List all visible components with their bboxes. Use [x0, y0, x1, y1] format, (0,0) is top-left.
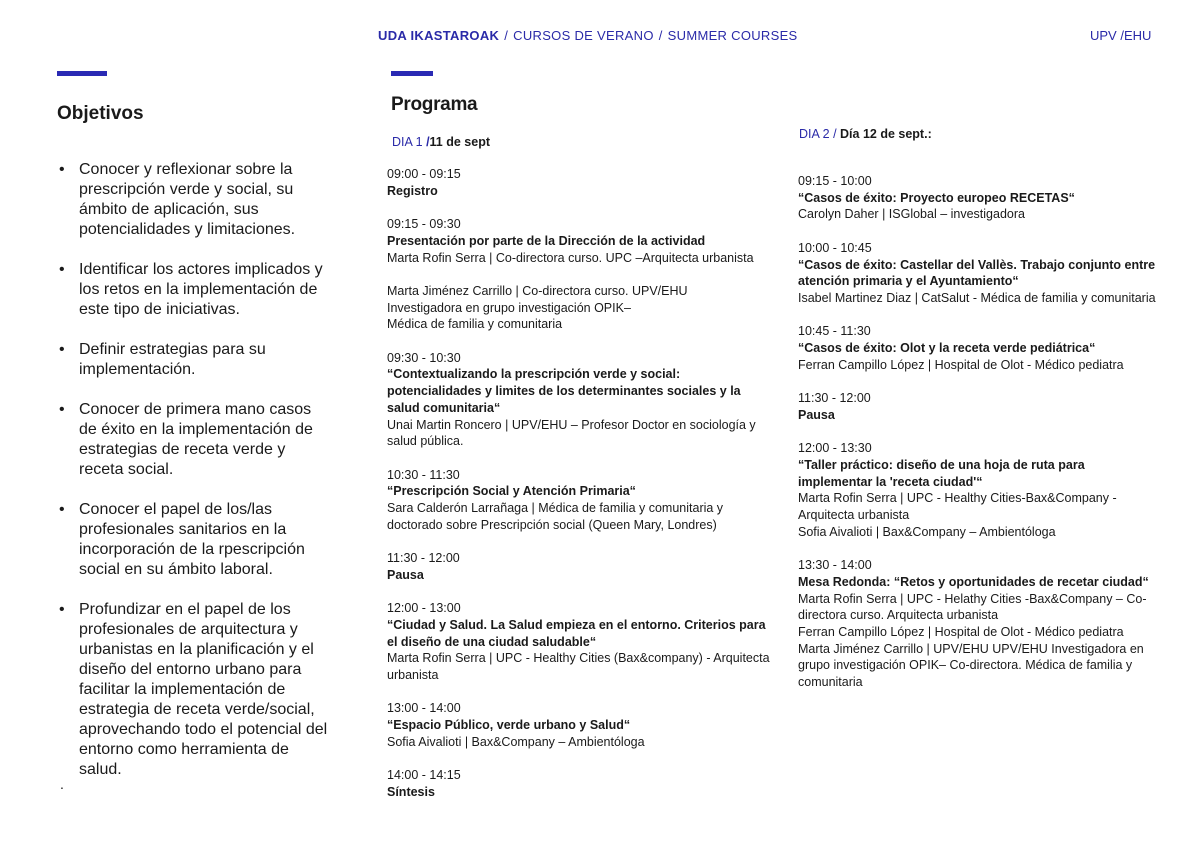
- session-speaker: Sara Calderón Larrañaga | Médica de familia y comunitaria y doctorado sobre Prescripción social (Queen Mary, Londres): [387, 501, 724, 532]
- session-speaker: Carolyn Daher | ISGlobal – investigadora: [798, 207, 1025, 222]
- session-block: [798, 557, 1158, 691]
- session-title: “Casos de éxito: Proyecto europeo RECETAS“: [798, 190, 1075, 205]
- bullet-icon: •: [59, 601, 65, 618]
- session-title: Mesa Redonda: “Retos y oportunidades de recetar ciudad“: [798, 574, 1149, 589]
- session-time: 10:45 - 11:30: [798, 324, 871, 339]
- header-university: UPV /EHU: [1090, 28, 1152, 43]
- objective-item: [57, 500, 332, 580]
- session-speaker: Sofia Aivalioti | Bax&Company – Ambientóloga: [798, 524, 1056, 539]
- header-separator: /: [504, 28, 509, 43]
- session-block: [387, 700, 772, 750]
- session-title: Registro: [387, 183, 438, 198]
- session-speaker: Marta Rofin Serra | UPC - Healthy Cities-Bax&Company - Arquitecta urbanista: [798, 491, 1117, 522]
- session-time: 09:00 - 09:15: [387, 167, 461, 181]
- session-title: “Casos de éxito: Castellar del Vallès. Trabajo conjunto entre atención primaria y el Ayuntamiento“: [798, 257, 1156, 289]
- day2-date: Día 12 de sept.:: [840, 127, 932, 141]
- header-courses-es: CURSOS DE VERANO: [513, 28, 654, 43]
- session-time: 09:30 - 10:30: [387, 350, 461, 365]
- header-courses-en: SUMMER COURSES: [667, 28, 798, 43]
- session-time: 12:00 - 13:30: [798, 441, 872, 456]
- session-time: 11:30 - 12:00: [387, 551, 460, 566]
- session-speaker: Médica de familia y comunitaria: [387, 317, 563, 332]
- session-speaker: Ferran Campillo López | Hospital de Olot - Médico pediatra: [798, 357, 1124, 372]
- session-block: [387, 600, 772, 684]
- objective-text: Conocer de primera mano casos de éxito en la implementación de estrategias de receta verde y receta social.: [79, 401, 313, 478]
- day1-schedule: [387, 166, 772, 817]
- session-block: [387, 283, 772, 333]
- bullet-icon: •: [59, 161, 65, 178]
- session-time: 13:30 - 14:00: [798, 558, 872, 573]
- session-speaker: Marta Rofin Serra | Co-directora curso. UPC –Arquitecta urbanista: [387, 250, 754, 265]
- session-title: Síntesis: [387, 784, 435, 799]
- objective-item: [57, 600, 332, 780]
- day2-schedule: [798, 173, 1158, 707]
- objective-text: Identificar los actores implicados y los retos en la implementación de este tipo de iniciativas.: [79, 261, 323, 318]
- session-block: [798, 240, 1158, 307]
- bullet-icon: •: [59, 341, 65, 358]
- session-speaker: Unai Martin Roncero | UPV/EHU – Profesor Doctor en sociología y salud pública.: [387, 417, 756, 449]
- session-title: “Prescripción Social y Atención Primaria“: [387, 484, 636, 499]
- session-speaker: Ferran Campillo López | Hospital de Olot - Médico pediatra: [798, 624, 1124, 639]
- objective-item: [57, 400, 332, 480]
- day1-date: 11 de sept: [429, 135, 490, 149]
- objectives-accent-bar: [57, 71, 107, 76]
- session-time: 13:00 - 14:00: [387, 701, 461, 716]
- bullet-icon: •: [59, 501, 65, 518]
- session-speaker: Sofia Aivalioti | Bax&Company – Ambientóloga: [387, 734, 645, 749]
- programa-accent-bar: [391, 71, 433, 76]
- session-block: [387, 166, 772, 199]
- session-time: 10:00 - 10:45: [798, 240, 872, 255]
- session-speaker: Marta Rofin Serra | UPC - Helathy Cities -Bax&Company – Co-directora curso. Arquitecta urbanista: [798, 591, 1147, 623]
- bullet-icon: •: [59, 401, 65, 418]
- session-time: 09:15 - 09:30: [387, 217, 461, 232]
- session-title: Presentación por parte de la Dirección de la actividad: [387, 233, 706, 248]
- session-time: 09:15 - 10:00: [798, 174, 872, 188]
- session-time: 11:30 - 12:00: [798, 391, 871, 406]
- objectives-title: Objetivos: [57, 103, 144, 124]
- objective-text: Definir estrategias para su implementación.: [79, 341, 266, 378]
- day1-label: [392, 135, 490, 149]
- session-block: [798, 323, 1158, 373]
- day1-number: DIA 1: [392, 135, 423, 149]
- session-block: [387, 467, 772, 534]
- session-speaker: Marta Jiménez Carrillo | UPV/EHU UPV/EHU Investigadora en grupo investigación OPIK– Co-directora. Médica de familia y comunitaria: [798, 641, 1144, 690]
- session-speaker: Investigadora en grupo investigación OPIK–: [387, 300, 631, 315]
- objective-item: [57, 260, 332, 320]
- day2-label: [799, 127, 932, 141]
- session-speaker: Marta Rofin Serra | UPC - Healthy Cities (Bax&company) - Arquitecta urbanista: [387, 651, 770, 682]
- session-speaker: Marta Jiménez Carrillo | Co-directora curso. UPV/EHU: [387, 283, 688, 298]
- day2-number: DIA 2: [799, 127, 830, 141]
- objectives-list: [57, 160, 332, 800]
- session-block: [798, 390, 1158, 423]
- objective-text: Conocer y reflexionar sobre la prescripción verde y social, su ámbito de aplicación, sus potencialidades y limitaciones.: [79, 161, 296, 238]
- day1-slash: /: [426, 135, 430, 149]
- session-block: [387, 550, 772, 583]
- session-speaker: Isabel Martinez Diaz | CatSalut - Médica de familia y comunitaria: [798, 290, 1156, 305]
- objective-item: [57, 160, 332, 240]
- page-header: [378, 28, 798, 43]
- session-title: “Contextualizando la prescripción verde y social: potencialidades y limites de los determinantes sociales y la salud comunitaria“: [387, 367, 741, 415]
- session-time: 12:00 - 13:00: [387, 601, 461, 616]
- session-block: [387, 350, 772, 450]
- trailing-dot: .: [60, 776, 64, 792]
- session-block: [387, 216, 772, 266]
- session-title: “Taller práctico: diseño de una hoja de ruta para implementar la 'receta ciudad'“: [798, 457, 1085, 489]
- header-separator: /: [658, 28, 663, 43]
- day2-slash: /: [833, 127, 837, 141]
- bullet-icon: •: [59, 261, 65, 278]
- header-brand: UDA IKASTAROAK: [378, 28, 500, 43]
- session-title: “Ciudad y Salud. La Salud empieza en el entorno. Criterios para el diseño de una ciudad saludable“: [387, 617, 766, 649]
- session-title: “Espacio Público, verde urbano y Salud“: [387, 718, 631, 733]
- objective-text: Conocer el papel de los/las profesionales sanitarios en la incorporación de la rpescripción social en su ámbito laboral.: [79, 501, 305, 578]
- session-block: [387, 767, 772, 800]
- session-block: [798, 173, 1158, 223]
- session-title: “Casos de éxito: Olot y la receta verde pediátrica“: [798, 341, 1096, 355]
- session-title: Pausa: [798, 407, 835, 422]
- session-block: [798, 440, 1158, 540]
- session-title: Pausa: [387, 567, 424, 582]
- session-time: 14:00 - 14:15: [387, 768, 461, 783]
- programa-title: Programa: [391, 94, 478, 115]
- objective-text: Profundizar en el papel de los profesionales de arquitectura y urbanistas en la planificación y el diseño del entorno urbano para facilitar la implementación de estrategia de receta verde/social, aprovechando todo el potencial del entorno como herramienta de salud.: [79, 601, 328, 778]
- session-time: 10:30 - 11:30: [387, 467, 460, 482]
- objective-item: [57, 340, 332, 380]
